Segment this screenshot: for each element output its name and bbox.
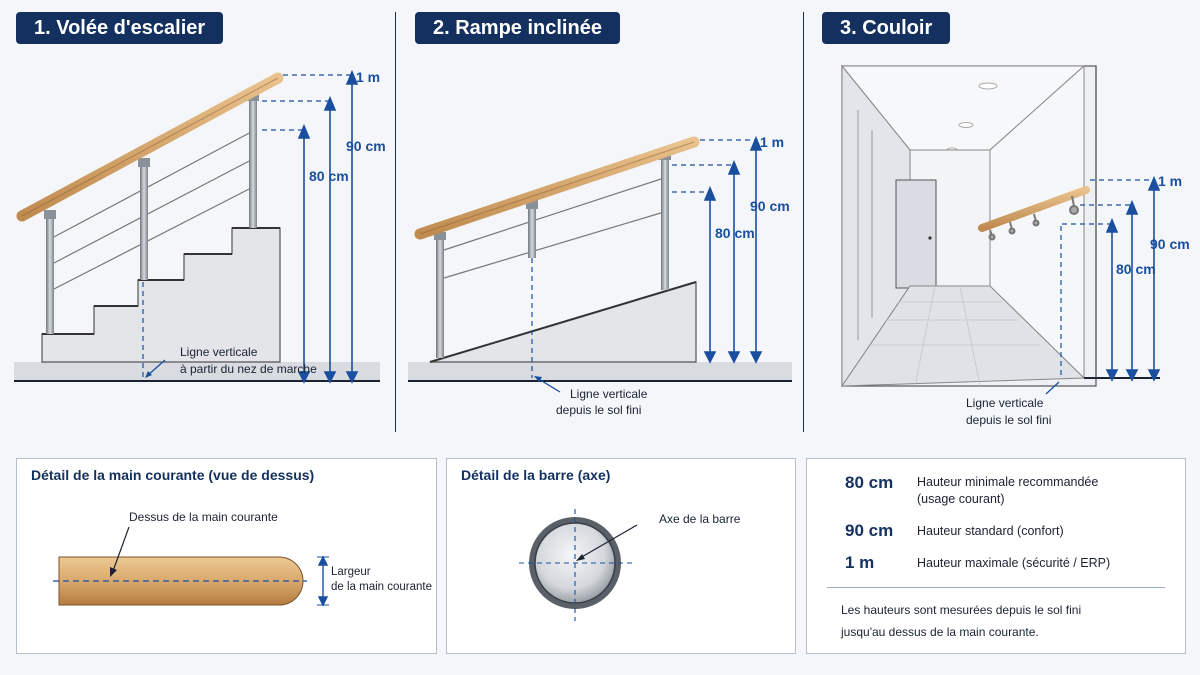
stairs-post-2 <box>140 166 148 280</box>
ramp-dim-80: 80 cm <box>715 225 755 241</box>
ramp-dim-90: 90 cm <box>750 198 790 214</box>
bar-cross-section <box>447 459 795 653</box>
corridor-caption-2: depuis le sol fini <box>966 413 1052 427</box>
corridor-dim-90: 90 cm <box>1150 236 1190 252</box>
legend-separator <box>827 587 1165 588</box>
stairs-post-3 <box>249 100 257 228</box>
corridor-dim-1m: 1 m <box>1158 173 1183 189</box>
panel-title-corridor: 3. Couloir <box>822 12 950 44</box>
ramp-floor <box>408 362 792 382</box>
stairs-steps <box>42 228 280 362</box>
legend-value-90: 90 cm <box>845 521 894 540</box>
ramp-dim-1m: 1 m <box>760 134 785 150</box>
detail-axis-box <box>446 458 796 654</box>
legend-value-80: 80 cm <box>845 473 894 492</box>
corridor-scene <box>803 48 1200 448</box>
panel-title-stairs: 1. Volée d'escalier <box>16 12 223 44</box>
ramp-post-1 <box>436 238 444 358</box>
legend-desc-80: Hauteur minimale recommandée (usage courant) <box>917 475 1099 506</box>
detail-top-view-box <box>16 458 437 654</box>
ramp-caption-2: depuis le sol fini <box>556 403 642 417</box>
label-handrail-top: Dessus de la main courante <box>129 510 278 524</box>
legend-desc-1m: Hauteur maximale (sécurité / ERP) <box>917 556 1111 570</box>
ramp-post-3 <box>661 158 669 290</box>
ramp-post-2 <box>528 208 536 258</box>
ramp-scene <box>396 48 803 448</box>
label-handrail-width-2: de la main courante <box>331 581 433 593</box>
corridor-caption-1: Ligne verticale <box>966 396 1044 410</box>
detail-top-view-title: Détail de la main courante (vue de dessus) <box>31 467 315 483</box>
stairs-caption-1: Ligne verticale <box>180 345 258 359</box>
stairs-dim-90: 90 cm <box>346 138 386 154</box>
legend-note: Les hauteurs sont mesurées depuis le sol fini jusqu'au dessus de la main courante. <box>841 603 1082 639</box>
legend-desc-90: Hauteur standard (confort) <box>917 524 1064 538</box>
label-bar-axis: Axe de la barre <box>659 512 741 526</box>
stairs-dim-1m: 1 m <box>356 69 381 85</box>
panel-title-ramp: 2. Rampe inclinée <box>415 12 620 44</box>
label-handrail-width-1: Largeur <box>331 566 371 578</box>
stairs-dim-80: 80 cm <box>309 168 349 184</box>
handrail-top-view <box>17 459 436 653</box>
legend-value-1m: 1 m <box>845 553 875 572</box>
corridor-door <box>896 180 936 288</box>
corridor-dim-80: 80 cm <box>1116 261 1156 277</box>
stairs-scene <box>0 48 395 448</box>
stairs-caption-2: à partir du nez de marche <box>180 362 317 376</box>
detail-axis-title: Détail de la barre (axe) <box>461 467 611 483</box>
stairs-post-1 <box>46 218 54 334</box>
legend-box <box>806 458 1186 654</box>
ramp-caption-1: Ligne verticale <box>570 387 648 401</box>
